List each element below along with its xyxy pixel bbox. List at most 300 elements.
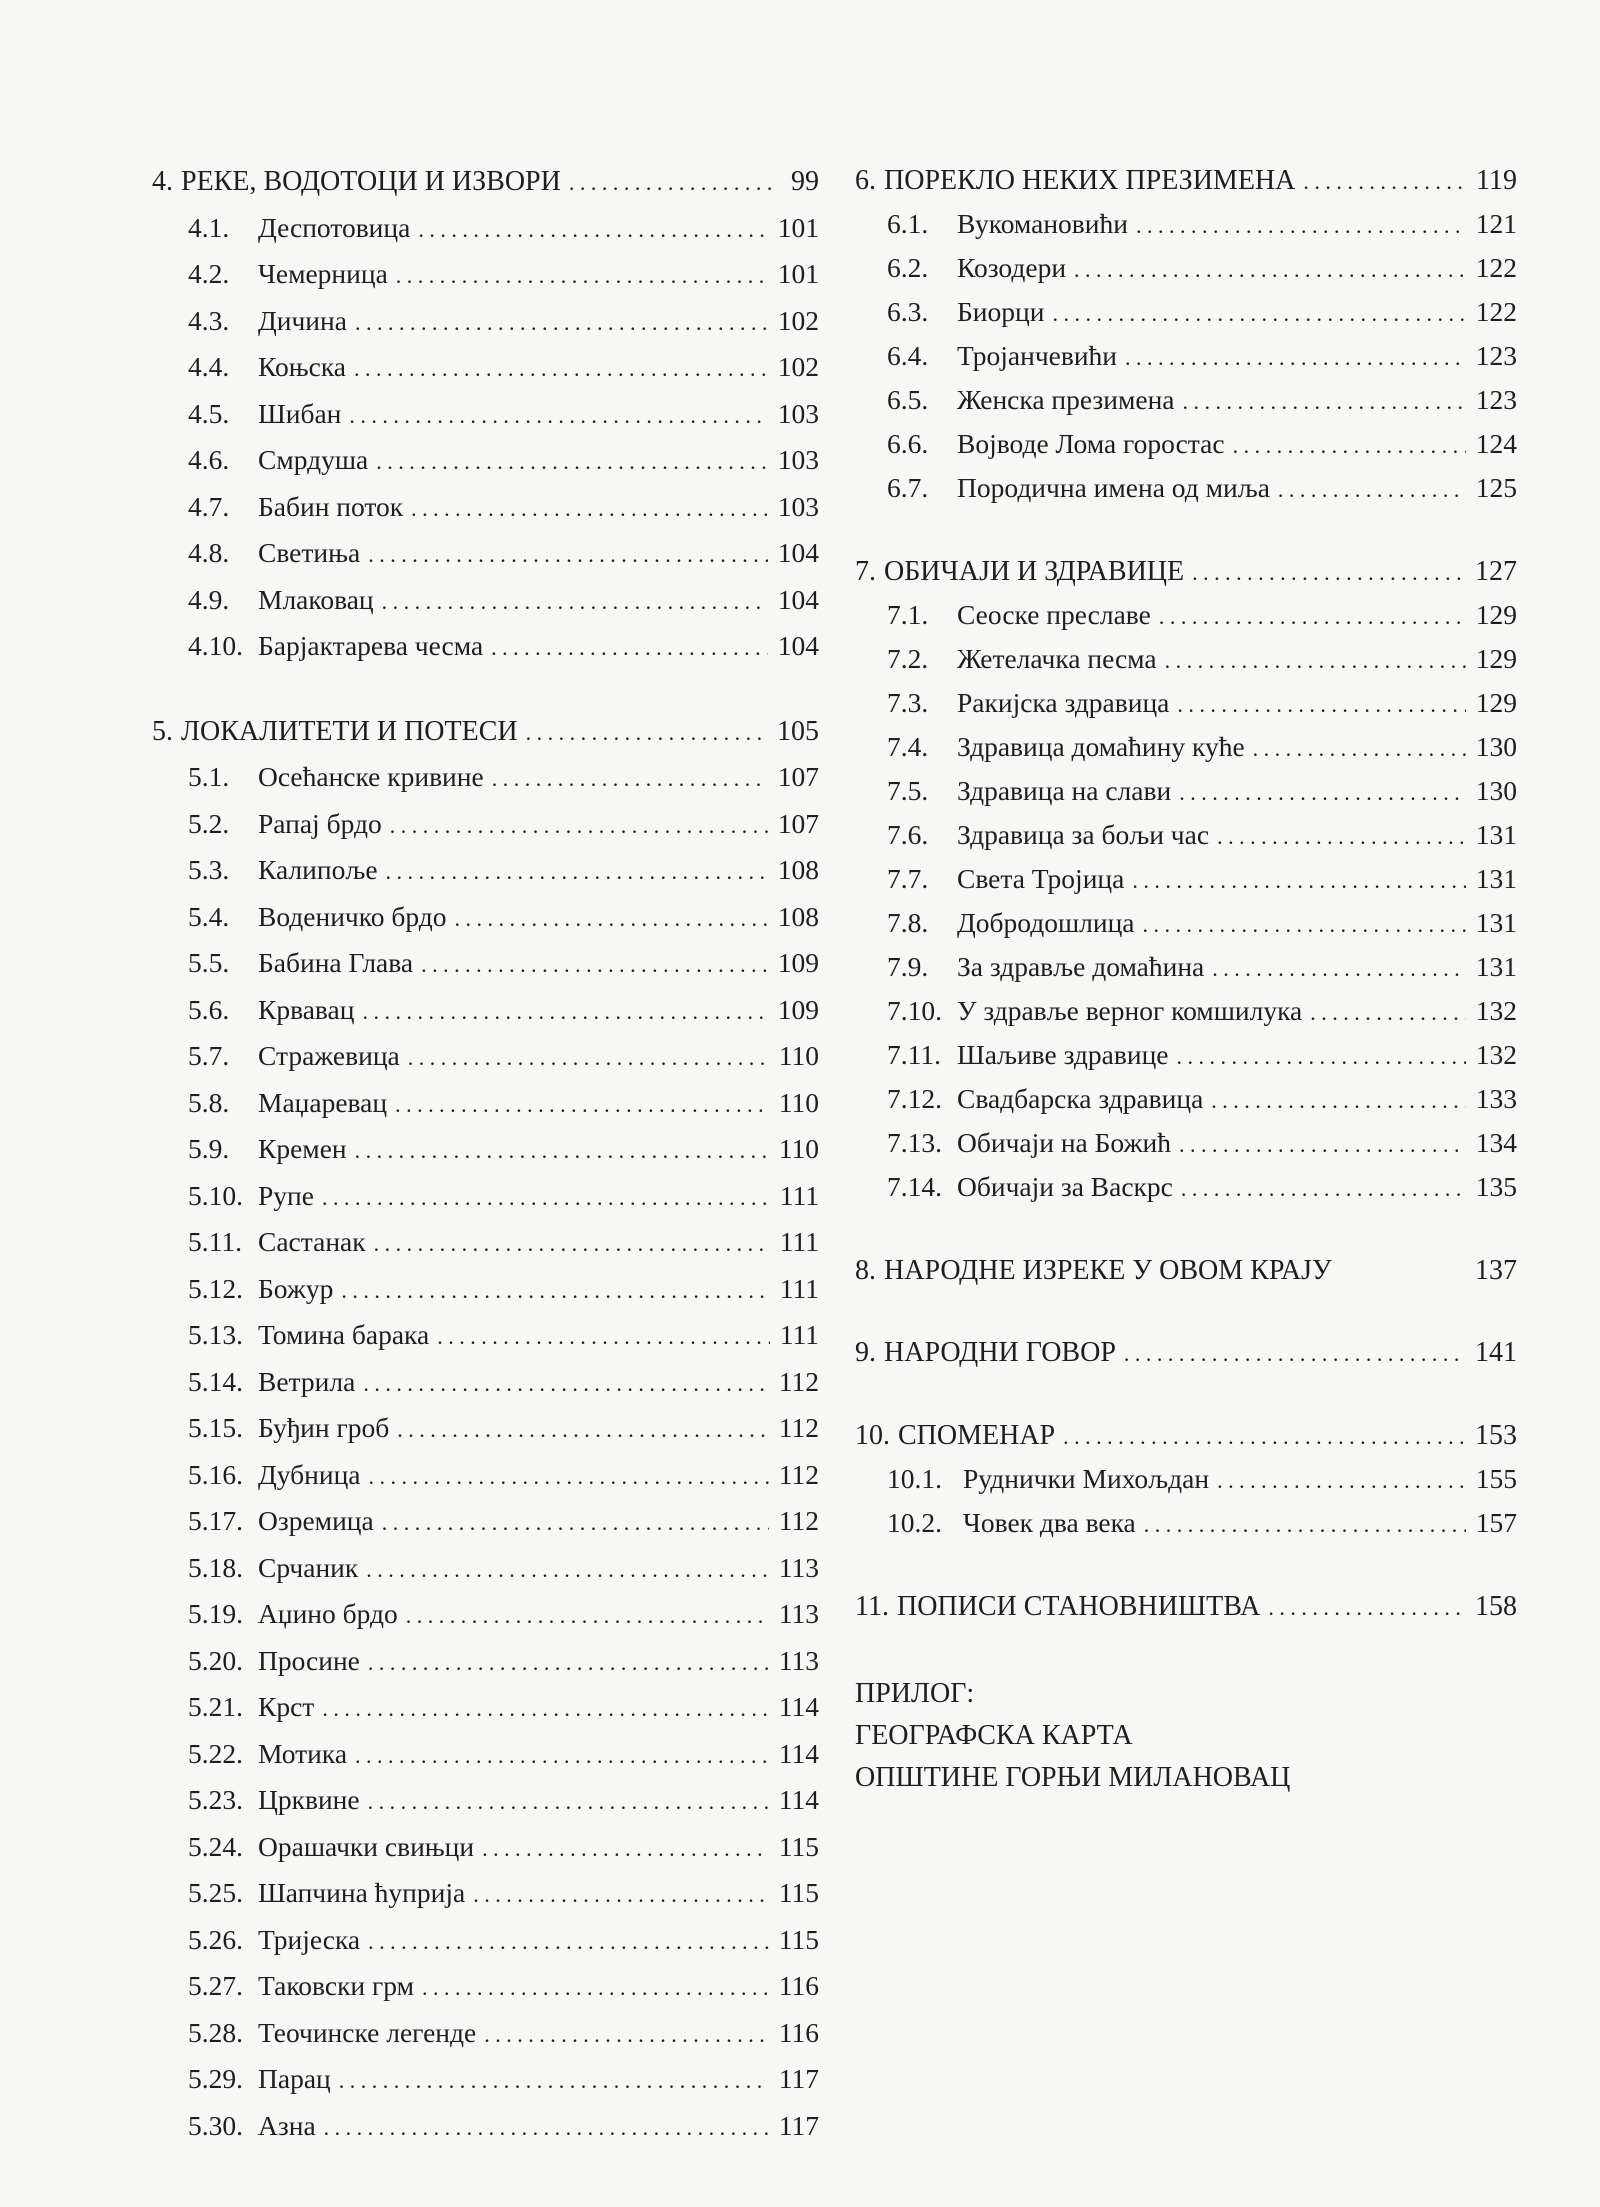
page-number: 157 <box>1475 1507 1517 1538</box>
toc-entry <box>152 1127 819 1174</box>
toc-entry <box>855 1078 1517 1122</box>
page-number: 111 <box>779 1179 819 1211</box>
page-number: 103 <box>777 444 819 475</box>
dot-leader <box>1211 1080 1465 1122</box>
entry-number: 5.6. <box>188 993 230 1025</box>
entry-title: ЛОКАЛИТЕТИ И ПОТЕСИ <box>181 715 518 747</box>
page-number: 112 <box>778 1458 819 1490</box>
entry-title: Ветрила <box>258 1365 356 1397</box>
page-number: 125 <box>1475 472 1517 503</box>
toc-entry <box>152 1685 819 1732</box>
page-number: 131 <box>1475 819 1517 850</box>
dot-leader <box>1217 1460 1466 1502</box>
entry-number: 5.14. <box>188 1365 243 1397</box>
toc-entry <box>855 335 1517 379</box>
toc-entry <box>152 2104 819 2151</box>
toc-entry <box>152 1081 819 1128</box>
dot-leader <box>376 440 767 485</box>
toc-entry <box>855 1502 1517 1546</box>
page-number: 110 <box>778 1086 819 1118</box>
toc-entry <box>152 1592 819 1639</box>
page-number: 110 <box>778 1040 819 1071</box>
dot-leader <box>418 208 767 253</box>
dot-leader <box>339 2059 769 2104</box>
dot-leader <box>411 487 768 532</box>
dot-leader <box>1144 1504 1466 1546</box>
entry-title: Света Тројица <box>957 863 1125 894</box>
entry-title: Деспотовица <box>258 211 411 243</box>
toc-entry <box>152 299 819 346</box>
toc-section-heading <box>855 1332 1517 1375</box>
entry-number: 7.11. <box>887 1039 941 1070</box>
entry-number: 5.25. <box>188 1877 243 1908</box>
entry-number: 5.7. <box>188 1040 230 1071</box>
dot-leader <box>437 1315 770 1360</box>
dot-leader <box>324 2106 769 2151</box>
page-number: 101 <box>777 258 819 289</box>
entry-number: 5.19. <box>188 1598 243 1629</box>
toc-section-heading <box>855 1250 1517 1292</box>
dot-leader <box>396 254 768 299</box>
entry-number: 6.2. <box>887 252 929 283</box>
entry-number: 5.4. <box>188 900 230 932</box>
entry-number: 4.2. <box>188 258 230 289</box>
entry-number: 6.4. <box>887 340 929 371</box>
entry-number: 5. <box>152 715 173 747</box>
dot-leader <box>406 1594 769 1639</box>
entry-title: Коњска <box>258 351 346 382</box>
entry-title: Смрдуша <box>258 444 369 475</box>
entry-title: Таковски грм <box>258 1970 415 2001</box>
dot-leader <box>454 897 767 942</box>
toc-entry <box>152 1499 819 1546</box>
page-number: 117 <box>778 2109 819 2141</box>
page-number: 115 <box>778 1923 819 1955</box>
entry-title: Састанак <box>258 1226 366 1257</box>
page-number: 141 <box>1475 1337 1517 1368</box>
page-number: 112 <box>778 1365 819 1397</box>
dot-leader <box>1136 205 1466 247</box>
toc-entry <box>152 988 819 1035</box>
page-number: 112 <box>778 1505 819 1536</box>
toc-entry <box>152 1546 819 1593</box>
page-number: 158 <box>1475 1591 1517 1622</box>
section-gap <box>855 1629 1517 1669</box>
dot-leader <box>341 1269 769 1314</box>
dot-leader <box>484 2013 769 2058</box>
page-number: 103 <box>777 490 819 522</box>
dot-leader <box>422 1966 769 2011</box>
page-number: 104 <box>777 630 819 661</box>
entry-title: Црквине <box>258 1784 360 1815</box>
page-number: 101 <box>777 211 819 243</box>
entry-number: 9. <box>855 1337 876 1368</box>
toc-entry <box>152 624 819 671</box>
entry-number: 7.9. <box>887 951 929 982</box>
entry-title: Породична имена од миља <box>957 472 1270 503</box>
entry-number: 7.5. <box>887 775 929 806</box>
entry-title: Рапај брдо <box>258 807 382 839</box>
entry-number: 5.21. <box>188 1691 243 1722</box>
toc-entry <box>855 638 1517 682</box>
toc-entry <box>152 1360 819 1407</box>
entry-title: Дичина <box>258 304 347 336</box>
toc-entry <box>855 247 1517 291</box>
toc-entry <box>855 423 1517 467</box>
section-gap <box>855 1375 1517 1415</box>
toc-entry <box>855 594 1517 638</box>
dot-leader <box>368 533 768 578</box>
dot-leader <box>1159 596 1466 638</box>
page-number: 134 <box>1475 1127 1517 1158</box>
entry-title: Женска презимена <box>957 384 1175 415</box>
dot-leader <box>1132 860 1465 902</box>
toc-entry <box>152 1453 819 1500</box>
page-number: 108 <box>777 854 819 885</box>
toc-entry <box>855 990 1517 1034</box>
entry-number: 5.1. <box>188 761 230 792</box>
dot-leader <box>397 1408 769 1453</box>
entry-number: 5.29. <box>188 2063 243 2094</box>
page-number: 123 <box>1475 384 1517 415</box>
entry-title: У здравље верног комшилука <box>957 995 1303 1026</box>
page-number: 130 <box>1475 775 1517 806</box>
entry-title: Обичаји на Божић <box>957 1127 1171 1158</box>
page-number: 137 <box>1475 1255 1517 1286</box>
entry-number: 4.6. <box>188 444 230 475</box>
toc-entry <box>152 531 819 578</box>
entry-title: Здравица домаћину куће <box>957 731 1245 762</box>
entry-number: 6.6. <box>887 428 929 459</box>
dot-leader <box>366 1548 769 1593</box>
page-number: 117 <box>778 2063 819 2094</box>
toc-entry <box>855 291 1517 335</box>
page-number: 123 <box>1475 340 1517 371</box>
dot-leader <box>526 711 767 756</box>
entry-number: 5.30. <box>188 2109 243 2141</box>
toc-entry <box>855 1122 1517 1166</box>
entry-title: Шаљиве здравице <box>957 1039 1169 1070</box>
entry-title: Озремица <box>258 1505 374 1536</box>
page-number: 132 <box>1475 1039 1517 1070</box>
entry-title: Жетелачка песма <box>957 643 1157 674</box>
entry-title: Барјактарева чесма <box>258 630 484 661</box>
dot-leader <box>355 301 768 346</box>
appendix-line: ПРИЛОГ: <box>855 1678 975 1709</box>
entry-number: 5.13. <box>188 1319 243 1350</box>
dot-leader <box>1233 425 1466 467</box>
page-number: 105 <box>777 715 819 747</box>
page-number: 130 <box>1475 731 1517 762</box>
dot-leader <box>386 850 768 895</box>
entry-title: Теочинске легенде <box>258 2016 477 2048</box>
toc-entry <box>152 2011 819 2058</box>
entry-number: 5.22. <box>188 1737 243 1769</box>
dot-leader <box>492 757 768 802</box>
toc-entry <box>855 1458 1517 1502</box>
page-number: 109 <box>777 993 819 1025</box>
page-number: 133 <box>1475 1083 1517 1114</box>
page-number: 131 <box>1475 951 1517 982</box>
toc-column-right <box>855 160 1517 1799</box>
entry-number: 5.5. <box>188 947 230 978</box>
entry-number: 4.1. <box>188 211 230 243</box>
page-number: 102 <box>777 351 819 382</box>
page-number: 112 <box>778 1412 819 1443</box>
dot-leader <box>421 943 768 988</box>
dot-leader <box>368 1920 769 1965</box>
entry-number: 4.4. <box>188 351 230 382</box>
toc-entry <box>152 1918 819 1965</box>
toc-entry <box>855 467 1517 511</box>
entry-title: РЕКЕ, ВОДОТОЦИ И ИЗВОРИ <box>181 166 561 197</box>
section-gap <box>855 511 1517 551</box>
entry-title: НАРОДНИ ГОВОР <box>884 1337 1116 1368</box>
entry-title: Стражевица <box>258 1040 400 1071</box>
entry-title: Здравица на слави <box>957 775 1172 806</box>
toc-entry <box>152 1964 819 2011</box>
entry-number: 7.8. <box>887 907 929 938</box>
entry-title: Крст <box>258 1691 315 1722</box>
entry-number: 7.2. <box>887 643 929 674</box>
toc-entries-right <box>855 160 1517 1669</box>
entry-title: Воденичко брдо <box>258 900 447 932</box>
page-number: 122 <box>1475 296 1517 327</box>
entry-title: Светиња <box>258 537 361 568</box>
entry-number: 7.12. <box>887 1083 942 1114</box>
page-number: 104 <box>777 583 819 615</box>
entry-number: 6.1. <box>887 208 929 239</box>
page-number: 124 <box>1475 428 1517 459</box>
dot-leader <box>368 1780 769 1825</box>
entry-number: 6. <box>855 165 876 196</box>
dot-leader <box>1177 1036 1466 1078</box>
toc-section-heading <box>855 1415 1517 1458</box>
dot-leader <box>355 1734 769 1779</box>
entry-number: 5.12. <box>188 1272 243 1304</box>
toc-entry <box>152 1034 819 1081</box>
section-gap <box>855 1546 1517 1586</box>
page-number: 114 <box>778 1784 819 1815</box>
entry-number: 7.3. <box>887 687 929 718</box>
toc-entry <box>152 941 819 988</box>
dot-leader <box>1124 1333 1465 1375</box>
entry-title: ПОПИСИ СТАНОВНИШТВА <box>896 1591 1261 1622</box>
section-gap <box>855 1292 1517 1332</box>
section-gap <box>152 671 819 710</box>
entry-title: Аџино брдо <box>258 1598 398 1629</box>
toc-entry <box>152 392 819 439</box>
dot-leader <box>1074 249 1466 291</box>
entry-title: Руднички Михољдан <box>963 1463 1210 1494</box>
toc-entry <box>152 1825 819 1872</box>
entry-number: 4.3. <box>188 304 230 336</box>
toc-entry <box>152 895 819 942</box>
dot-leader <box>408 1036 769 1081</box>
toc-entry <box>855 379 1517 423</box>
dot-leader <box>374 1222 770 1267</box>
entry-title: Човек два века <box>963 1507 1136 1538</box>
toc-entry <box>152 755 819 802</box>
entry-number: 4.9. <box>188 583 230 615</box>
entry-title: Козодери <box>957 252 1067 283</box>
toc-entry <box>152 1220 819 1267</box>
appendix <box>855 1673 1517 1799</box>
page-number: 135 <box>1475 1171 1517 1202</box>
toc-entry <box>152 206 819 253</box>
page-number: 111 <box>779 1319 819 1350</box>
toc-entry <box>152 438 819 485</box>
toc-entry <box>855 1166 1517 1210</box>
toc-entry <box>855 902 1517 946</box>
entry-title: Азна <box>258 2109 316 2141</box>
dot-leader <box>382 1501 769 1546</box>
entry-title: Дубница <box>258 1458 361 1490</box>
page-number: 110 <box>778 1133 819 1164</box>
entry-title: Бабина Глава <box>258 947 414 978</box>
dot-leader <box>382 580 768 625</box>
dot-leader <box>1052 293 1465 335</box>
page-number: 109 <box>777 947 819 978</box>
dot-leader <box>363 1362 768 1407</box>
entry-number: 11. <box>855 1591 889 1622</box>
toc-section-heading <box>855 551 1517 594</box>
toc-entry <box>152 252 819 299</box>
entry-number: 5.2. <box>188 807 230 839</box>
dot-leader <box>322 1687 768 1732</box>
dot-leader <box>473 1873 769 1918</box>
toc-entry <box>152 485 819 532</box>
page-number: 153 <box>1475 1420 1517 1451</box>
toc-entry <box>152 1313 819 1360</box>
toc-entry <box>152 848 819 895</box>
entry-number: 7.7. <box>887 863 929 894</box>
entry-number: 5.3. <box>188 854 230 885</box>
dot-leader <box>355 1129 769 1174</box>
dot-leader <box>1268 1587 1465 1629</box>
dot-leader <box>1303 161 1466 203</box>
entry-title: Биорци <box>957 296 1045 327</box>
toc-entry <box>152 1871 819 1918</box>
page-number: 113 <box>778 1644 819 1676</box>
appendix-line: ОПШТИНЕ ГОРЊИ МИЛАНОВАЦ <box>855 1762 1291 1793</box>
entry-title: СПОМЕНАР <box>898 1420 1056 1451</box>
entry-number: 7.1. <box>887 599 929 630</box>
section-gap <box>855 1210 1517 1250</box>
page-number: 122 <box>1475 252 1517 283</box>
toc-entry <box>855 1034 1517 1078</box>
toc-entry <box>855 726 1517 770</box>
entry-title: Осећанске кривине <box>258 761 484 792</box>
entry-number: 7.4. <box>887 731 929 762</box>
page-number: 129 <box>1475 643 1517 674</box>
entry-number: 5.10. <box>188 1179 243 1211</box>
dot-leader <box>1212 948 1465 990</box>
dot-leader <box>1165 640 1466 682</box>
page-number: 103 <box>777 397 819 429</box>
page-number: 116 <box>778 2016 819 2048</box>
entry-title: Млаковац <box>258 583 374 615</box>
dot-leader <box>1278 469 1466 511</box>
entry-title: Добродошлица <box>957 907 1135 938</box>
entry-number: 6.7. <box>887 472 929 503</box>
dot-leader <box>390 804 768 849</box>
toc-entry <box>855 770 1517 814</box>
dot-leader <box>1125 337 1466 379</box>
toc-entry <box>152 1639 819 1686</box>
entry-number: 5.9. <box>188 1133 230 1164</box>
dot-leader <box>354 347 768 392</box>
entry-title: Крвавац <box>258 993 355 1025</box>
entry-title: Чемерница <box>258 258 388 289</box>
toc-entry <box>152 802 819 849</box>
toc-entry <box>152 1406 819 1453</box>
entry-number: 5.27. <box>188 1970 243 2001</box>
entry-title: Парац <box>258 2063 331 2094</box>
toc-entry <box>152 1732 819 1779</box>
entry-title: Шапчина ћуприја <box>258 1877 466 1908</box>
entry-title: Бабин поток <box>258 490 404 522</box>
entry-title: Тријеска <box>258 1923 361 1955</box>
entry-title: НАРОДНЕ ИЗРЕКЕ У ОВОМ КРАЈУ <box>884 1255 1332 1286</box>
entry-title: Срчаник <box>258 1551 359 1583</box>
entry-number: 5.8. <box>188 1086 230 1118</box>
appendix-line: ГЕОГРАФСКА КАРТА <box>855 1720 1133 1751</box>
dot-leader <box>395 1083 769 1128</box>
entry-number: 8. <box>855 1255 876 1286</box>
entry-number: 5.24. <box>188 1830 243 1862</box>
page-number: 129 <box>1475 687 1517 718</box>
entry-number: 4.5. <box>188 397 230 429</box>
toc-entry <box>855 814 1517 858</box>
dot-leader <box>1310 992 1466 1034</box>
toc-entry <box>152 578 819 625</box>
entry-title: Ракијска здравица <box>957 687 1170 718</box>
entry-number: 4.10. <box>188 630 243 661</box>
dot-leader <box>368 1641 769 1686</box>
entry-title: Тројанчевићи <box>957 340 1118 371</box>
page-number: 115 <box>778 1830 819 1862</box>
page-number: 131 <box>1475 907 1517 938</box>
dot-leader <box>1181 1168 1466 1210</box>
dot-leader <box>1253 728 1466 770</box>
entry-number: 5.16. <box>188 1458 243 1490</box>
entry-title: Вукомановићи <box>957 208 1128 239</box>
page-number: 102 <box>777 304 819 336</box>
entry-title: ОБИЧАЈИ И ЗДРАВИЦЕ <box>884 556 1185 587</box>
toc-entry <box>152 2057 819 2104</box>
entry-number: 5.18. <box>188 1551 243 1583</box>
entry-title: Мотика <box>258 1737 348 1769</box>
dot-leader <box>349 394 767 439</box>
toc-entry <box>152 1174 819 1221</box>
entry-title: Божур <box>258 1272 334 1304</box>
page-number: 131 <box>1475 863 1517 894</box>
page-number: 108 <box>777 900 819 932</box>
entry-title: Просине <box>258 1644 360 1676</box>
entry-number: 6.5. <box>887 384 929 415</box>
entry-title: Шибан <box>258 397 342 429</box>
entry-title: Обичаји за Васкрс <box>957 1171 1173 1202</box>
page-number: 114 <box>778 1691 819 1722</box>
page-number: 113 <box>778 1551 819 1583</box>
page-number: 99 <box>791 166 819 197</box>
toc-section-heading <box>855 160 1517 203</box>
page-number: 113 <box>778 1598 819 1629</box>
page-number: 104 <box>777 537 819 568</box>
entry-number: 5.17. <box>188 1505 243 1536</box>
entry-title: ПОРЕКЛО НЕКИХ ПРЕЗИМЕНА <box>884 165 1296 196</box>
